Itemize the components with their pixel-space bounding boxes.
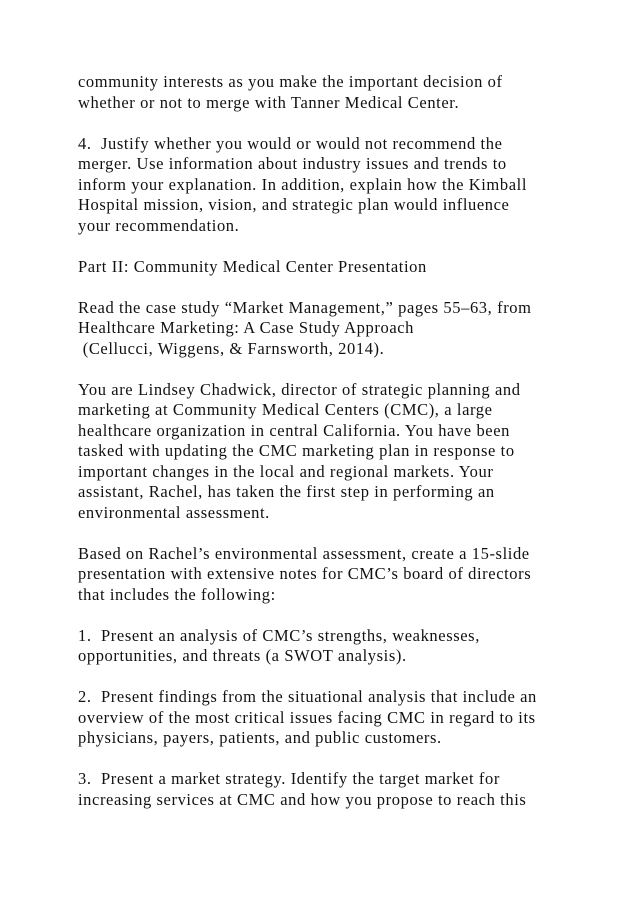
text-line: your recommendation. — [78, 215, 240, 235]
text-line: healthcare organization in central California. You have been — [78, 420, 511, 440]
paragraph-item-1 — [78, 626, 618, 667]
text-line: important changes in the local and regional markets. Your — [78, 461, 494, 481]
text-line: presentation with extensive notes for CMC’s board of directors — [78, 564, 532, 583]
document-body — [78, 72, 618, 831]
text-line: overview of the most critical issues facing CMC in regard to its — [78, 707, 536, 727]
text-line: Based on Rachel’s environmental assessment, create a 15-slide — [78, 543, 530, 563]
paragraph-item-4 — [78, 134, 618, 237]
text-line: Hospital mission, vision, and strategic plan would influence — [78, 195, 510, 214]
text-line: environmental assessment. — [78, 502, 270, 522]
text-line: that includes the following: — [78, 584, 276, 604]
paragraph-scenario — [78, 380, 618, 524]
text-line: merger. Use information about industry issues and trends to — [78, 154, 507, 173]
paragraph-item-2 — [78, 687, 618, 749]
paragraph-case-study — [78, 298, 618, 360]
text-line: tasked with updating the CMC marketing plan in response to — [78, 441, 515, 460]
text-line: 2. Present findings from the situational analysis that include an — [78, 687, 537, 706]
text-line: (Cellucci, Wiggens, & Farnsworth, 2014). — [78, 338, 385, 358]
paragraph-item-3 — [78, 769, 618, 810]
text-line: 4. Justify whether you would or would not recommend the — [78, 133, 503, 153]
text-line: community interests as you make the important decision of — [78, 72, 503, 91]
paragraph-merger-decision — [78, 72, 618, 113]
text-line: marketing at Community Medical Centers (CMC), a large — [78, 400, 493, 419]
text-line: increasing services at CMC and how you propose to reach this — [78, 789, 527, 809]
section-heading-part-2 — [78, 257, 618, 278]
text-line: Healthcare Marketing: A Case Study Approach — [78, 318, 415, 337]
text-line: physicians, payers, patients, and public customers. — [78, 728, 442, 747]
text-line: Read the case study “Market Management,” pages 55–63, from — [78, 297, 532, 317]
text-line: whether or not to merge with Tanner Medical Center. — [78, 92, 460, 112]
text-line: Part II: Community Medical Center Presentation — [78, 256, 427, 276]
text-line: inform your explanation. In addition, explain how the Kimball — [78, 174, 528, 194]
text-line: 1. Present an analysis of CMC’s strengths, weaknesses, — [78, 625, 480, 645]
text-line: You are Lindsey Chadwick, director of strategic planning and — [78, 379, 521, 399]
paragraph-presentation-task — [78, 544, 618, 606]
text-line: assistant, Rachel, has taken the first step in performing an — [78, 482, 495, 501]
text-line: opportunities, and threats (a SWOT analysis). — [78, 646, 407, 665]
text-line: 3. Present a market strategy. Identify the target market for — [78, 769, 500, 788]
